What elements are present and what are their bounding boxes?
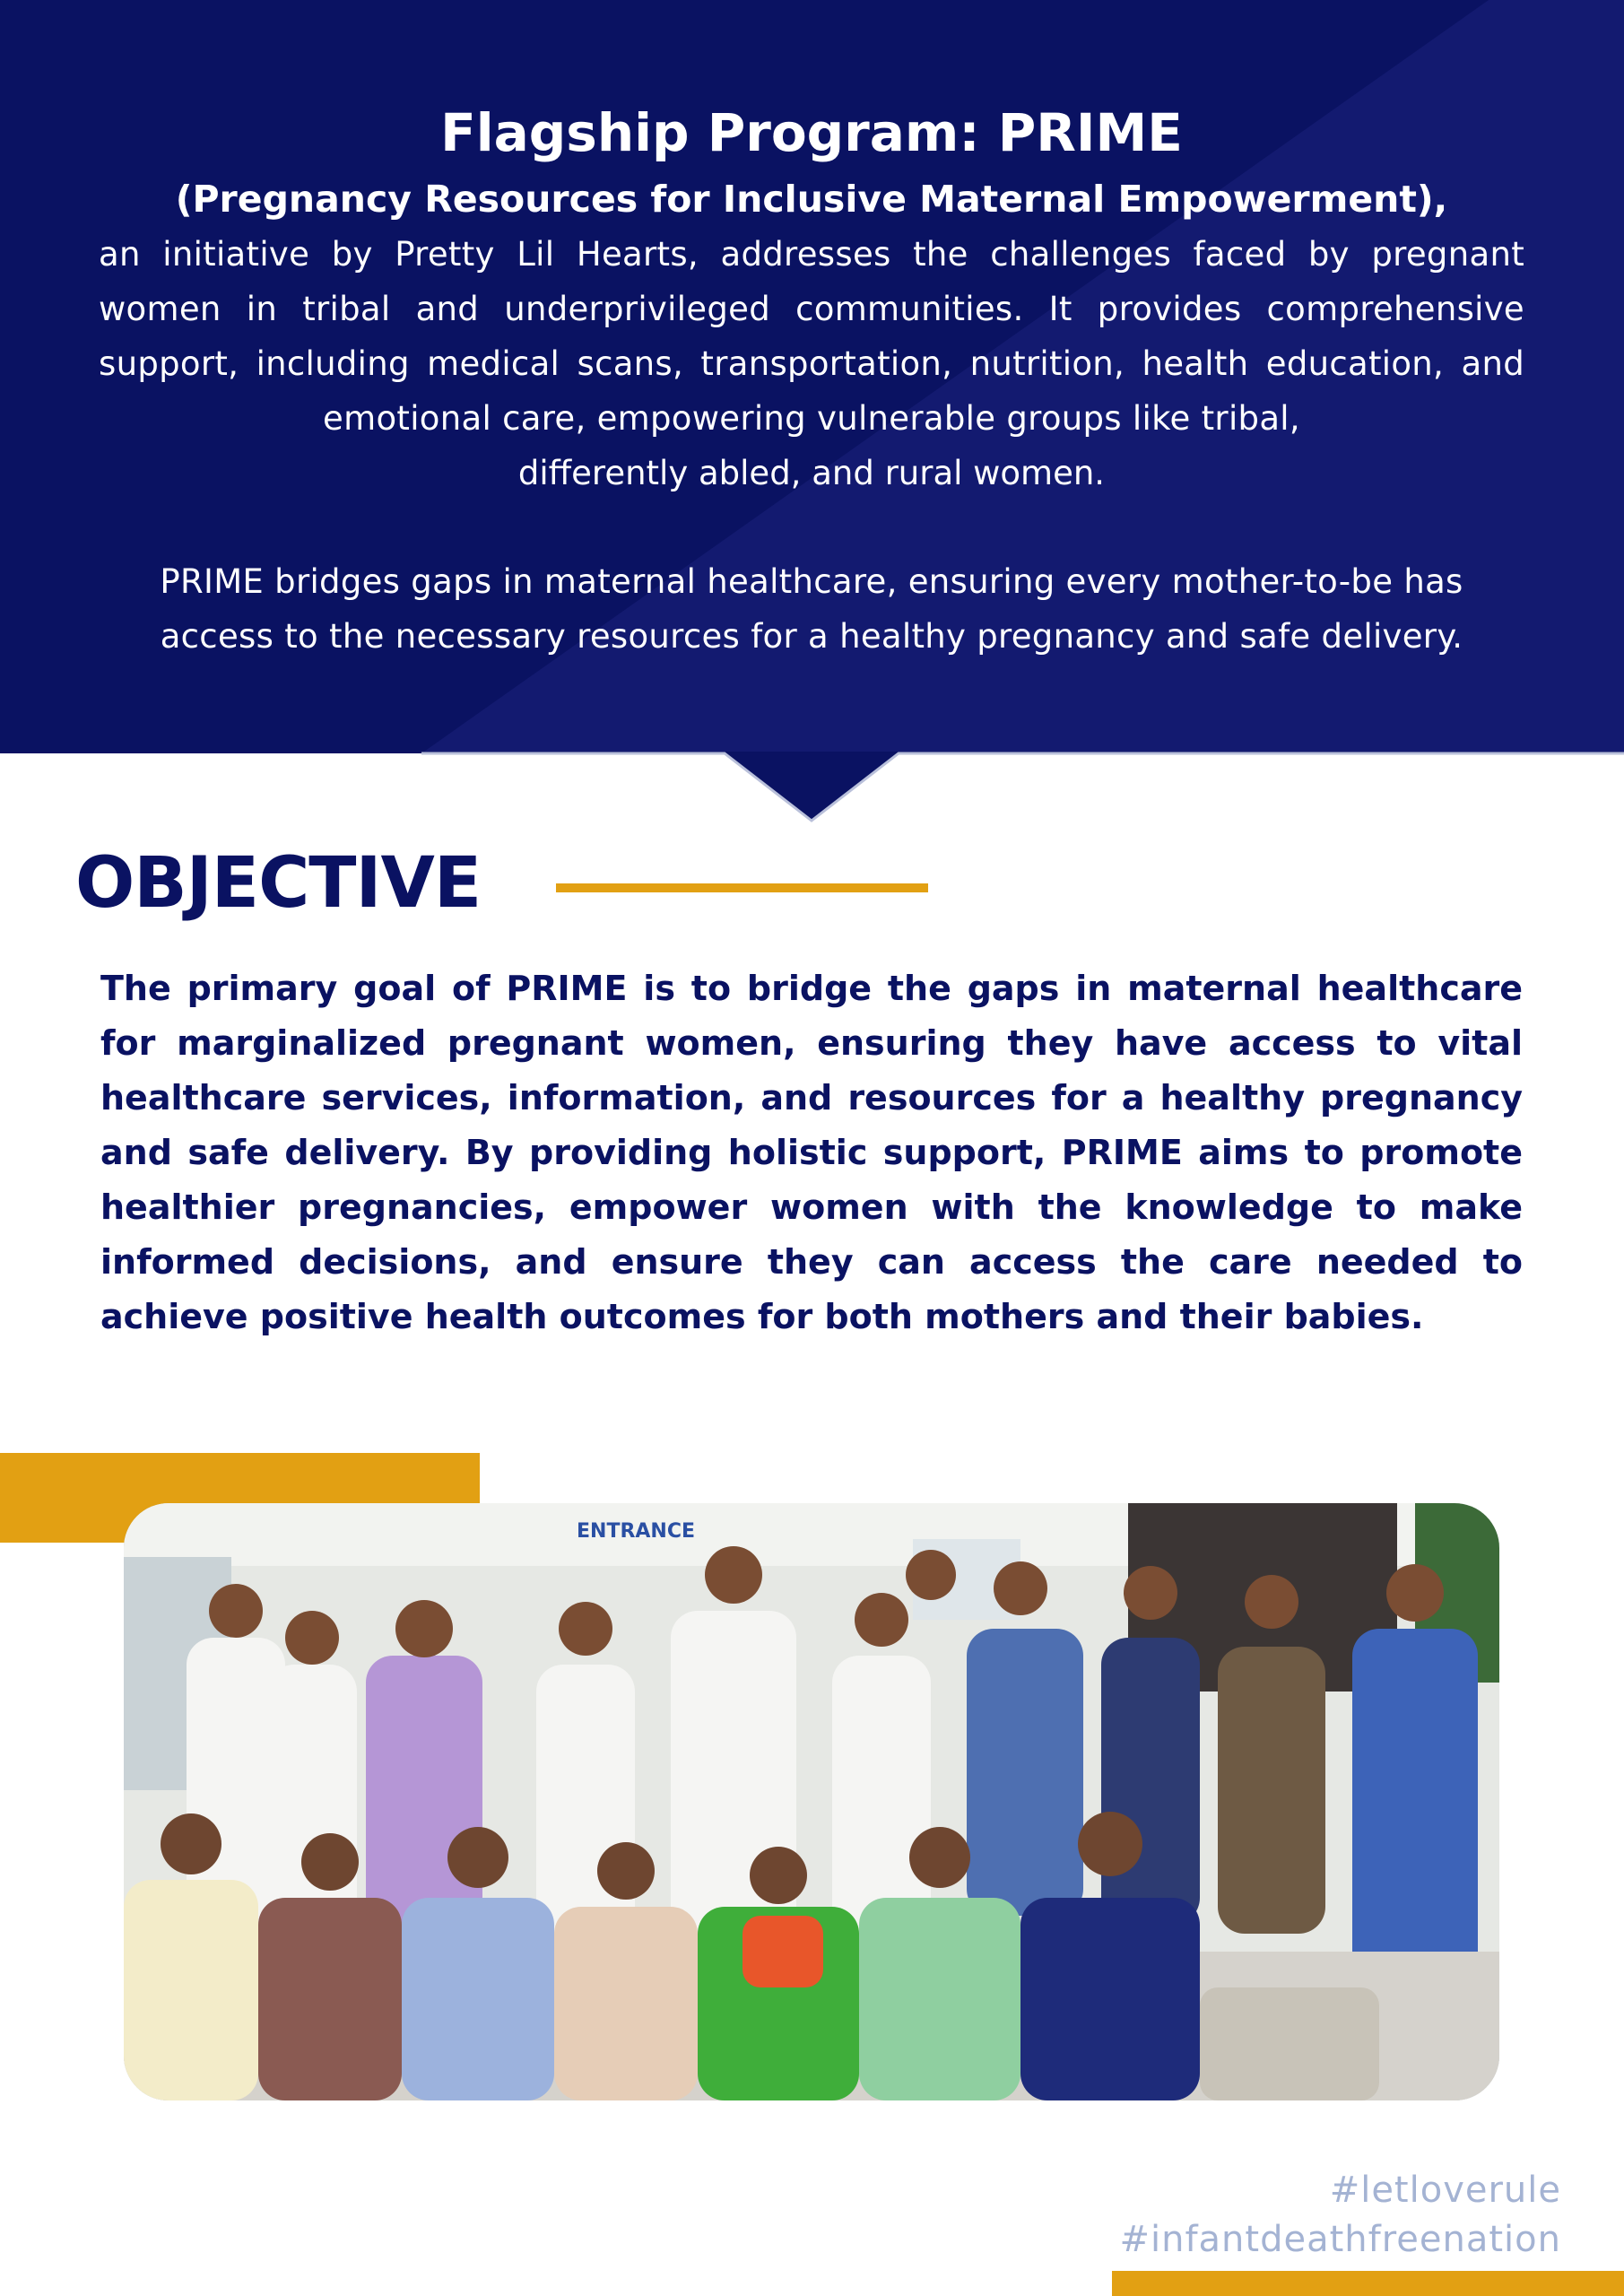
objective-heading: OBJECTIVE (75, 843, 482, 924)
program-intro-end: differently abled, and rural women. (517, 454, 1106, 492)
banner-pointer (0, 0, 1624, 825)
objective-underline (556, 883, 928, 892)
hashtag-infantdeathfreenation: #infantdeathfreenation (1119, 2219, 1561, 2260)
program-summary: PRIME bridges gaps in maternal healthcare, ensuring every mother-to-be has access to the necessary resources for a healthy pregnancy and safe delivery. (160, 562, 1463, 656)
program-full-name: (Pregnancy Resources for Inclusive Maternal Empowerment), (175, 178, 1448, 221)
entrance-sign: ENTRANCE (577, 1520, 695, 1543)
hashtags (1119, 2166, 1561, 2265)
hashtag-letloverule: #letloverule (1329, 2170, 1561, 2211)
objective-body: The primary goal of PRIME is to bridge the gaps in maternal healthcare for marginalized pregnant women, ensuring they have access to vital healthcare services, information, and resources for a healthy pregnancy and safe delivery. By providing holistic support, PRIME aims to promote healthier pregnancies, empower women with the knowledge to make informed decisions, and ensure they can access the care needed to achieve positive health outcomes for both mothers and their babies. (100, 969, 1523, 1336)
bottom-gold-bar (1112, 2271, 1624, 2296)
group-photo (124, 1503, 1499, 2100)
program-title: Flagship Program: PRIME (440, 102, 1183, 163)
group-photo-illustration (124, 1503, 1499, 2100)
program-intro: an initiative by Pretty Lil Hearts, addresses the challenges faced by pregnant women in tribal and underprivileged communities. It provides comprehensive support, including medical scans, transportation, nutrition, health education, and emotional care, empowering vulnerable groups like tribal, (99, 235, 1524, 438)
